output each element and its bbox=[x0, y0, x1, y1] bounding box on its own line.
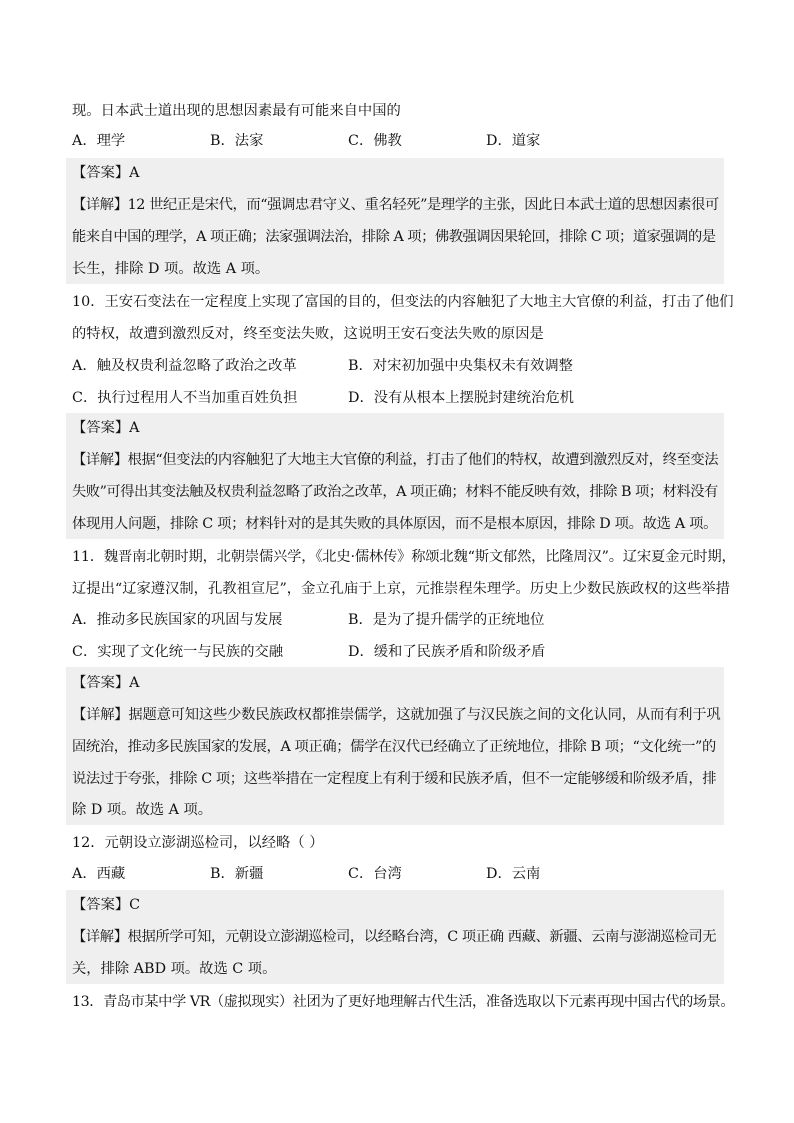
q10-stem-line-2: 的特权，故遭到激烈反对，终至变法失败，这说明王安石变法失败的原因是 bbox=[72, 326, 544, 342]
q11-stem-line-2: 辽提出“辽家遵汉制，孔教祖宣尼”，金立孔庙于上京，元推崇程朱理学。历史上少数民族政权的这些举措 bbox=[72, 581, 730, 597]
q11-detail-line-3: 说法过于夸张，排除 C 项；这些举措在一定程度上有利于缓和民族矛盾，但不一定能够缓和阶级矛盾，排 bbox=[72, 771, 717, 787]
q11-detail-line-1: 【详解】据题意可知这些少数民族政权都推崇儒学，这就加强了与汉民族之间的文化认同，从而有利于巩 bbox=[72, 707, 721, 723]
q10-option-d: D．没有从根本上摆脱封建统治危机 bbox=[348, 390, 574, 406]
q12-option-c: C．台湾 bbox=[348, 866, 402, 882]
q11-detail-line-4: 除 D 项。故选 A 项。 bbox=[72, 802, 213, 818]
q10-detail-line-2: 失败”可得出其变法触及权贵利益忽略了政治之改革，A 项正确；材料不能反映有效，排除 B 项；材料没有 bbox=[72, 484, 718, 500]
q10-option-b: B．对宋初加强中央集权未有效调整 bbox=[348, 358, 573, 374]
q12-answer: 【答案】C bbox=[72, 897, 141, 913]
q9-options bbox=[72, 131, 732, 151]
q9-detail-line-2: 能来自中国的理学，A 项正确；法家强调法治，排除 A 项；佛教强调因果轮回，排除 C 项；道家强调的是 bbox=[72, 229, 716, 245]
q11-option-b: B．是为了提升儒学的正统地位 bbox=[348, 612, 545, 628]
q10-option-c: C．执行过程用人不当加重百姓负担 bbox=[72, 390, 298, 406]
q9-option-b: B．法家 bbox=[210, 133, 264, 149]
q12-option-d: D．云南 bbox=[486, 866, 541, 882]
q12-detail-line-1: 【详解】根据所学可知，元朝设立澎湖巡检司，以经略台湾，C 项正确 西藏、新疆、云南与澎湖巡检司无 bbox=[72, 929, 717, 945]
q9-detail-line-1: 【详解】12 世纪正是宋代，而“强调忠君守义、重名轻死”是理学的主张，因此日本武士道的思想因素很可 bbox=[72, 197, 719, 213]
q12-options bbox=[72, 864, 732, 884]
q11-answer-box bbox=[66, 667, 724, 825]
q9-option-d: D．道家 bbox=[486, 133, 541, 149]
q11-options-row-2 bbox=[72, 642, 732, 662]
q10-answer-box bbox=[66, 413, 724, 539]
q10-options-row-2 bbox=[72, 388, 732, 408]
q11-option-d: D．缓和了民族矛盾和阶级矛盾 bbox=[348, 644, 546, 660]
q11-option-c: C．实现了文化统一与民族的交融 bbox=[72, 644, 284, 660]
q12-answer-box bbox=[66, 890, 724, 984]
q11-detail-line-2: 固统治，推动多民族国家的发展，A 项正确；儒学在汉代已经确立了正统地位，排除 B 项；“文化统一”的 bbox=[72, 739, 716, 755]
q13-stem: 13．青岛市某中学 VR（虚拟现实）社团为了更好地理解古代生活，准备选取以下元素再现中国古代的场景。 bbox=[72, 994, 735, 1010]
q10-answer: 【答案】A bbox=[72, 420, 140, 436]
q9-answer: 【答案】A bbox=[72, 165, 140, 181]
q11-option-a: A．推动多民族国家的巩固与发展 bbox=[72, 612, 283, 628]
q12-option-b: B．新疆 bbox=[210, 866, 264, 882]
q9-option-c: C．佛教 bbox=[348, 133, 402, 149]
q10-options-row-1 bbox=[72, 356, 732, 376]
q12-detail-line-2: 关，排除 ABD 项。故选 C 项。 bbox=[72, 961, 277, 977]
q12-option-a: A．西藏 bbox=[72, 866, 126, 882]
q9-answer-box bbox=[66, 158, 724, 284]
q9-detail-line-3: 长生，排除 D 项。故选 A 项。 bbox=[72, 261, 270, 277]
q10-detail-line-1: 【详解】根据“但变法的内容触犯了大地主大官僚的利益，打击了他们的特权，故遭到激烈反对，终至变法 bbox=[72, 452, 719, 468]
q11-options-row-1 bbox=[72, 610, 732, 630]
q10-option-a: A．触及权贵利益忽略了政治之改革 bbox=[72, 358, 297, 374]
q11-answer: 【答案】A bbox=[72, 675, 140, 691]
q12-stem: 12．元朝设立澎湖巡检司，以经略（ ） bbox=[72, 835, 324, 851]
q10-stem-line-1: 10．王安石变法在一定程度上实现了富国的目的，但变法的内容触犯了大地主大官僚的利益，打击了他们 bbox=[72, 294, 734, 310]
q9-option-a: A．理学 bbox=[72, 133, 126, 149]
q10-detail-line-3: 体现用人问题，排除 C 项；材料针对的是其失败的具体原因，而不是根本原因，排除 D 项。故选 A 项。 bbox=[72, 516, 718, 532]
q9-stem: 现。日本武士道出现的思想因素最有可能来自中国的 bbox=[72, 103, 401, 119]
q11-stem-line-1: 11．魏晋南北朝时期，北朝崇儒兴学，《北史·儒林传》称颂北魏“斯文郁然，比隆周汉”。辽宋夏金元时期， bbox=[72, 549, 736, 565]
